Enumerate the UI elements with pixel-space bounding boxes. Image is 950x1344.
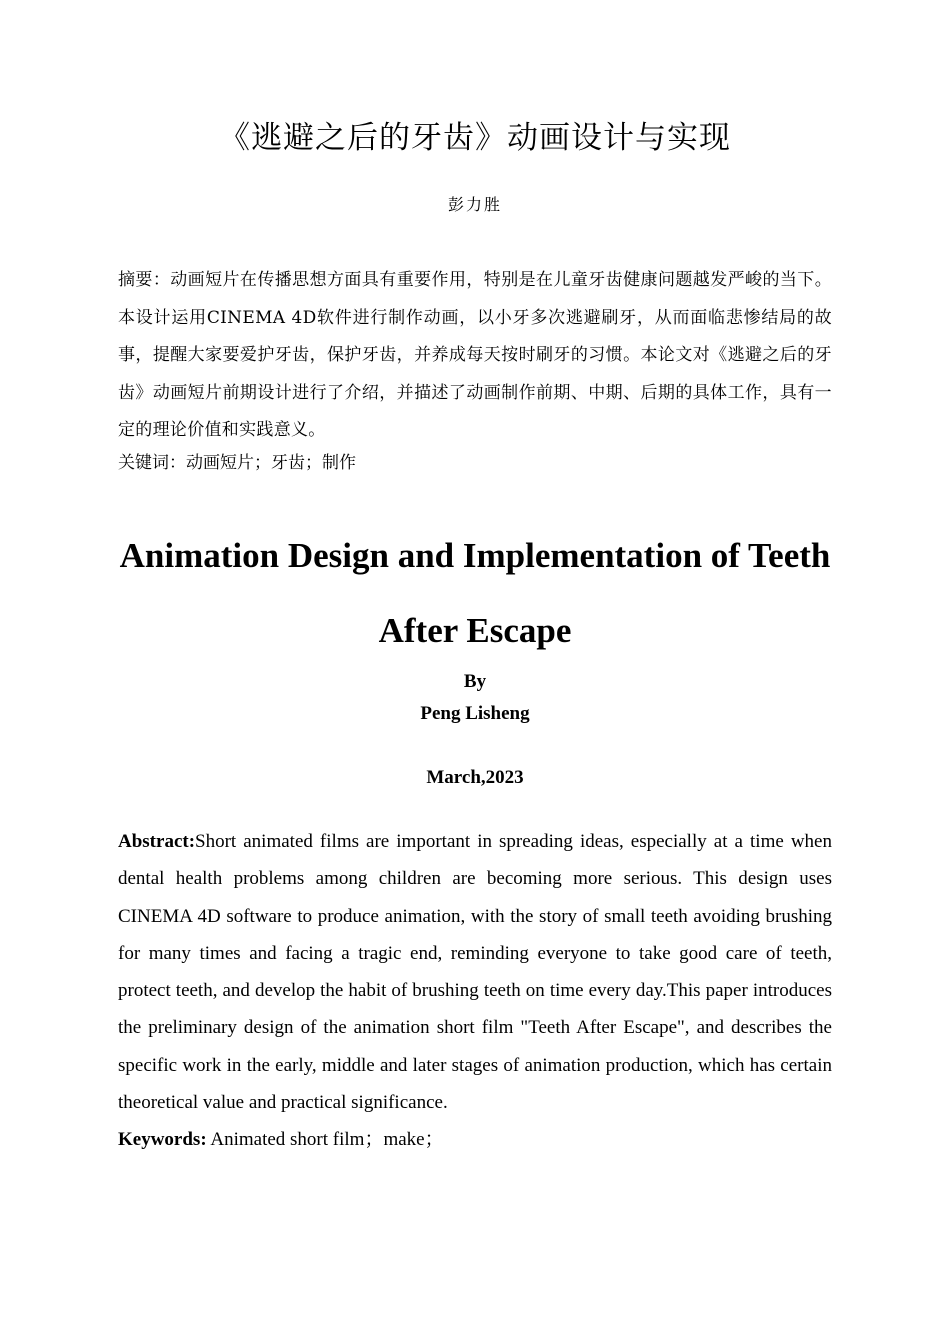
english-title: Animation Design and Implementation of Teeth After Escape: [119, 536, 831, 650]
english-author: Peng Lisheng: [420, 703, 530, 724]
chinese-author: 彭力胜: [447, 195, 502, 214]
chinese-abstract-label: 摘要：: [118, 270, 171, 290]
chinese-title: 《逃避之后的牙齿》动画设计与实现: [219, 120, 731, 156]
chinese-keywords-label: 关键词：: [118, 453, 186, 473]
chinese-abstract-text: 动画短片在传播思想方面具有重要作用，特别是在儿童牙齿健康问题越发严峻的当下。本设计运用CINEMA 4D软件进行制作动画，以小牙多次逃避刷牙，从而面临悲惨结局的故事，提醒大家要爱护牙齿，保护牙齿，并养成每天按时刷牙的习惯。本论文对《逃避之后的牙齿》动画短片前期设计进行了介绍，并描述了动画制作前期、中期、后期的具体工作，具有一定的理论价值和实践意义。: [118, 270, 832, 440]
english-keywords-label: Keywords:: [118, 1129, 207, 1150]
chinese-keywords-text: 动画短片；牙齿；制作: [186, 453, 356, 473]
chinese-keywords: [118, 450, 832, 476]
chinese-abstract: [118, 262, 832, 450]
english-keywords-text: Animated short film；make；: [206, 1129, 444, 1150]
english-date: March,2023: [426, 767, 524, 788]
english-abstract-text: Short animated films are important in spreading ideas, especially at a time when dental health problems among children are becoming more serious. This design uses CINEMA 4D software to produce animation, with the story of small teeth avoiding brushing for many times and facing a tragic end, reminding everyone to take good care of teeth, protect teeth, and develop the habit of brushing teeth on time every day.This paper introduces the preliminary design of the animation short film "Teeth After Escape", and describes the specific work in the early, middle and later stages of animation production, which has certain theoretical value and practical significance.: [118, 831, 832, 1114]
english-abstract-label: Abstract:: [118, 831, 196, 852]
english-keywords: [118, 1127, 832, 1153]
english-by-line: By: [463, 671, 487, 692]
english-abstract: [118, 823, 832, 1121]
